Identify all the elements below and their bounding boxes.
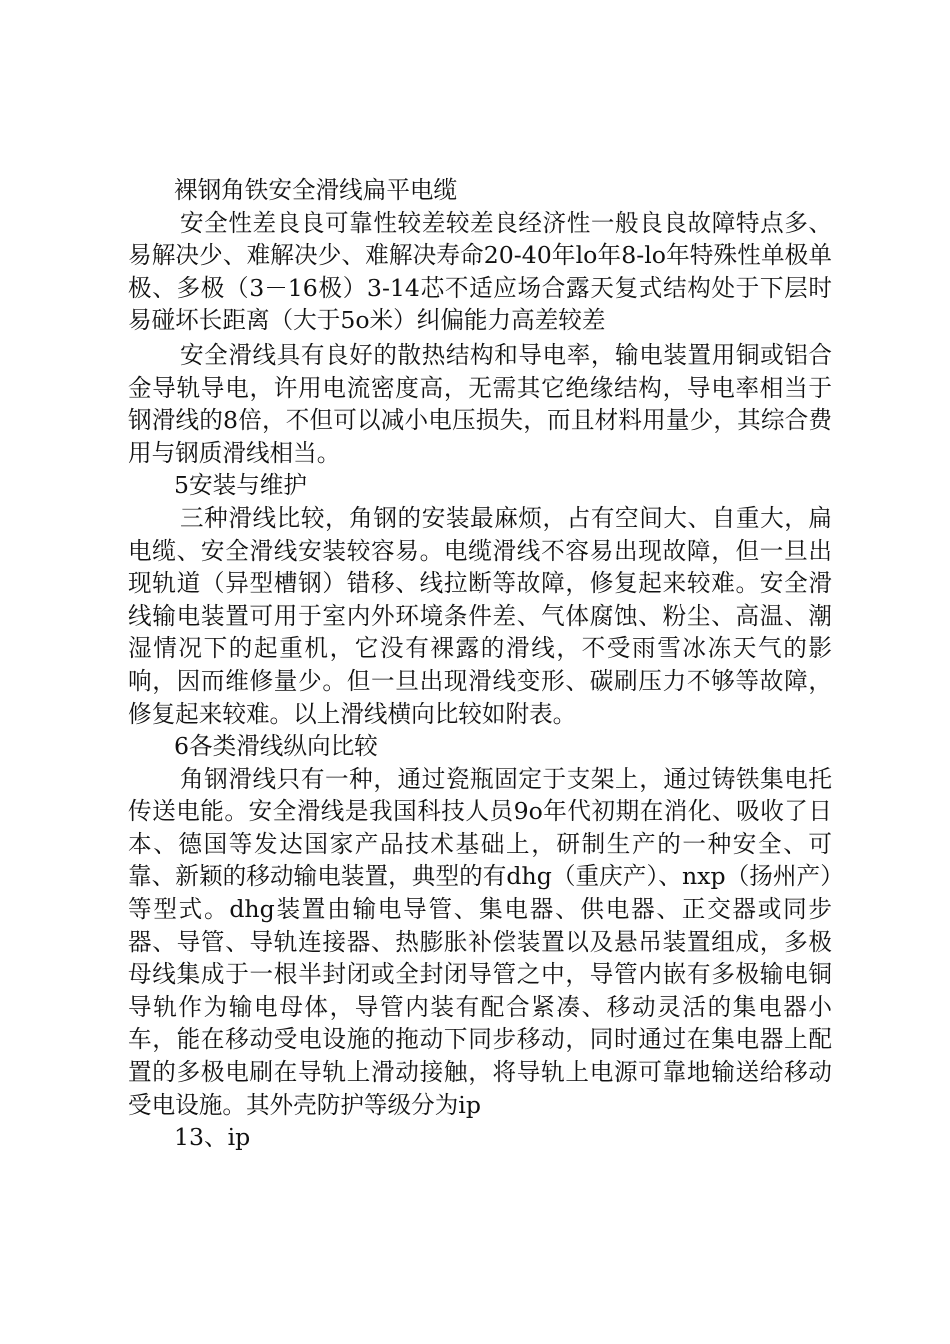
- paragraph-installation: 三种滑线比较，角钢的安装最麻烦，占有空间大、自重大，扁电缆、安全滑线安装较容易。电缆滑线不容易出现故障，但一旦出现轨道（异型槽钢）错移、线拉断等故障，修复起来较难。安全滑线输电装置可用于室内外环境条件差、气体腐蚀、粉尘、高温、潮湿情况下的起重机，它没有裸露的滑线，不受雨雪冰冻天气的影响，因而维修量少。但一旦出现滑线变形、碳刷压力不够等故障，修复起来较难。以上滑线横向比较如附表。: [128, 503, 832, 728]
- paragraph-cable-types: 裸钢角铁安全滑线扁平电缆: [174, 176, 458, 204]
- paragraph-ip-rating: 13、ip: [174, 1123, 251, 1152]
- section-heading-comparison: 6各类滑线纵向比较: [174, 732, 378, 761]
- paragraph-comparison-table-text: 安全性差良良可靠性较差较差良经济性一般良良故障特点多、易解决少、难解决少、难解决寿命20-40年lo年8-lo年特殊性单极单极、多极（3－16极）3-14芯不适应场合露天复式结构处于下层时易碰坏长距离（大于5o米）纠偏能力高差较差: [128, 208, 832, 335]
- paragraph-safety-slide-line: 安全滑线具有良好的散热结构和导电率，输电装置用铜或铝合金导轨导电，许用电流密度高，无需其它绝缘结构，导电率相当于钢滑线的8倍，不但可以减小电压损失，而且材料用量少，其综合费用与钢质滑线相当。: [128, 340, 832, 467]
- document-page: [128, 174, 832, 1154]
- section-heading-installation: 5安装与维护: [174, 471, 307, 500]
- paragraph-longitudinal-comparison: 角钢滑线只有一种，通过瓷瓶固定于支架上，通过铸铁集电托传送电能。安全滑线是我国科技人员9o年代初期在消化、吸收了日本、德国等发达国家产品技术基础上，研制生产的一种安全、可靠、新颖的移动输电装置，典型的有dhg（重庆产）、nxp（扬州产）等型式。dhg装置由输电导管、集电器、供电器、正交器或同步器、导管、导轨连接器、热膨胀补偿装置以及悬吊装置组成，多极母线集成于一根半封闭或全封闭导管之中，导管内嵌有多极输电铜导轨作为输电母体，导管内装有配合紧凑、移动灵活的集电器小车，能在移动受电设施的拖动下同步移动，同时通过在集电器上配置的多极电刷在导轨上滑动接触，将导轨上电源可靠地输送给移动受电设施。其外壳防护等级分为ip: [128, 764, 832, 1119]
